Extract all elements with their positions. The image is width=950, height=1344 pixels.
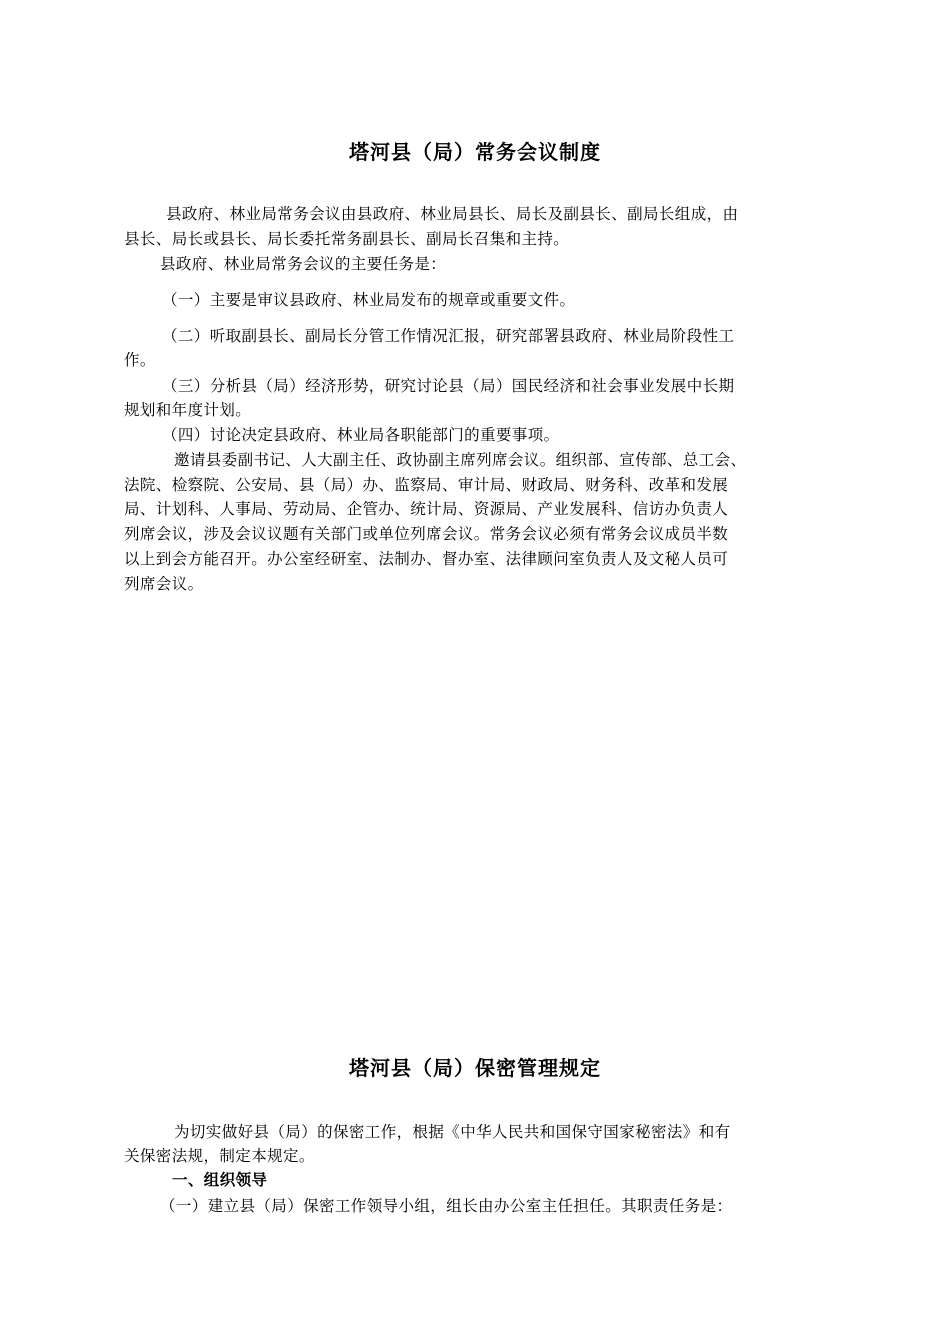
section1-line-11: 法院、检察院、公安局、县（局）办、监察局、审计局、财政局、财务科、改革和发展 [124, 476, 729, 494]
section1-title: 塔河县（局）常务会议制度 [349, 140, 601, 164]
section1-line-13: 列席会议，涉及会议议题有关部门或单位列席会议。常务会议必须有常务会议成员半数 [124, 525, 729, 543]
section1-line-12: 局、计划科、人事局、劳动局、企管办、统计局、资源局、产业发展科、信访办负责人 [124, 500, 729, 518]
section1-line-9: （四）讨论决定县政府、林业局各职能部门的重要事项。 [162, 426, 560, 444]
section2-line-1: 为切实做好县（局）的保密工作，根据《中华人民共和国保守国家秘密法》和有 [174, 1123, 731, 1141]
section1-line-1: 县政府、林业局常务会议由县政府、林业局县长、局长及副县长、副局长组成，由 [166, 205, 739, 223]
section1-line-14: 以上到会方能召开。办公室经研室、法制办、督办室、法律顾问室负责人及文秘人员可 [124, 550, 729, 568]
section1-line-5: （二）听取副县长、副局长分管工作情况汇报，研究部署县政府、林业局阶段性工 [162, 327, 735, 345]
section2-heading-1: 一、组织领导 [172, 1171, 268, 1189]
section2-line-3: （一）建立县（局）保密工作领导小组，组长由办公室主任担任。其职责任务是： [160, 1197, 733, 1215]
section1-line-15: 列席会议。 [124, 575, 204, 593]
section1-line-7: （三）分析县（局）经济形势，研究讨论县（局）国民经济和社会事业发展中长期 [162, 377, 735, 395]
section1-line-6: 作。 [124, 351, 156, 369]
section1-line-10: 邀请县委副书记、人大副主任、政协副主席列席会议。组织部、宣传部、总工会、 [174, 451, 747, 469]
section1-line-3: 县政府、林业局常务会议的主要任务是： [160, 255, 447, 273]
section1-line-2: 县长、局长或县长、局长委托常务副县长、副局长召集和主持。 [124, 230, 570, 248]
section1-line-8: 规划和年度计划。 [124, 401, 252, 419]
section2-title: 塔河县（局）保密管理规定 [349, 1056, 601, 1080]
section2-line-2: 关保密法规，制定本规定。 [124, 1147, 315, 1165]
section1-line-4: （一）主要是审议县政府、林业局发布的规章或重要文件。 [162, 291, 576, 309]
